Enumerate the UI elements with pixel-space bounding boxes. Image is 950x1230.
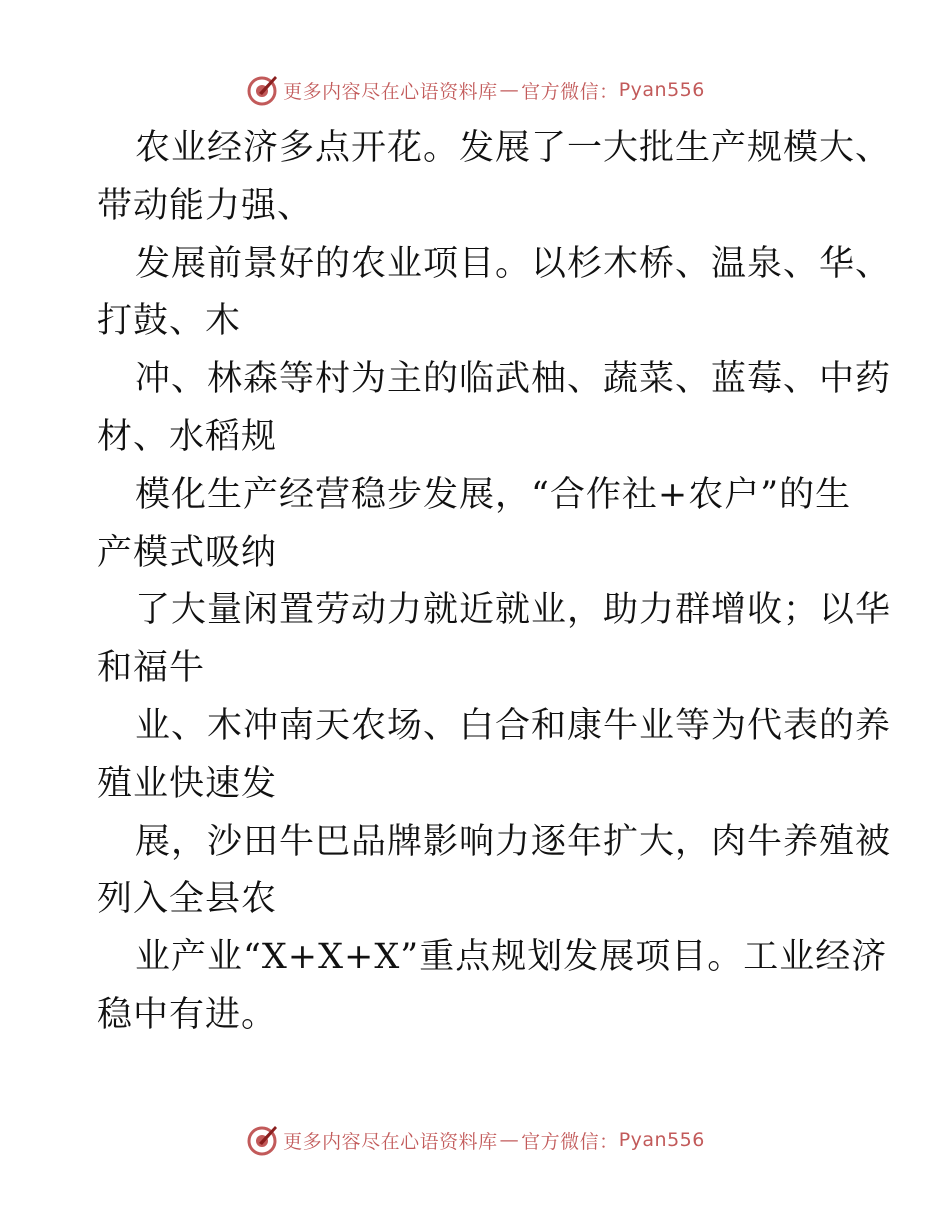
text-line: 业产业“X+X+X”重点规划发展项目。工业经济 xyxy=(135,937,888,978)
text-line: 冲、林森等村为主的临武柚、蔬菜、蓝莓、中药 xyxy=(135,359,892,400)
footer-watermark xyxy=(0,1120,950,1160)
text-line: 业、木冲南天农场、白合和康牛业等为代表的养 xyxy=(135,705,892,746)
watermark-wechat-id: Pyan556 xyxy=(618,1129,705,1151)
text-line: 和福牛 xyxy=(97,648,206,689)
header-watermark xyxy=(0,70,950,110)
watermark-separator: — xyxy=(499,1129,520,1151)
watermark-separator: — xyxy=(499,79,520,101)
text-line: 列入全县农 xyxy=(97,879,278,920)
text-line: 发展前景好的农业项目。以杉木桥、温泉、华、 xyxy=(135,243,892,284)
text-line: 展，沙田牛巴品牌影响力逐年扩大，肉牛养殖被 xyxy=(135,821,892,862)
watermark-wechat-label: 官方微信： xyxy=(521,1130,619,1153)
document-body xyxy=(97,120,892,1045)
text-line: 材、水稻规 xyxy=(97,416,278,457)
text-line: 打鼓、木 xyxy=(97,301,242,342)
watermark-brand: 更多内容尽在心语资料库 xyxy=(283,1130,498,1153)
text-line: 带动能力强、 xyxy=(97,185,314,226)
text-line: 农业经济多点开花。发展了一大批生产规模大、 xyxy=(135,128,892,168)
text-line: 产模式吸纳 xyxy=(97,532,278,573)
brand-logo-icon xyxy=(245,1123,279,1157)
text-line: 殖业快速发 xyxy=(97,763,278,804)
text-line: 了大量闲置劳动力就近就业，助力群增收；以华 xyxy=(135,590,892,631)
watermark-brand: 更多内容尽在心语资料库 xyxy=(283,80,498,103)
text-line: 稳中有进。 xyxy=(97,994,278,1035)
watermark-wechat-label: 官方微信： xyxy=(521,80,619,103)
watermark-wechat-id: Pyan556 xyxy=(618,79,705,101)
brand-logo-icon xyxy=(245,73,279,107)
text-line: 模化生产经营稳步发展，“合作社+农户”的生 xyxy=(135,474,852,515)
